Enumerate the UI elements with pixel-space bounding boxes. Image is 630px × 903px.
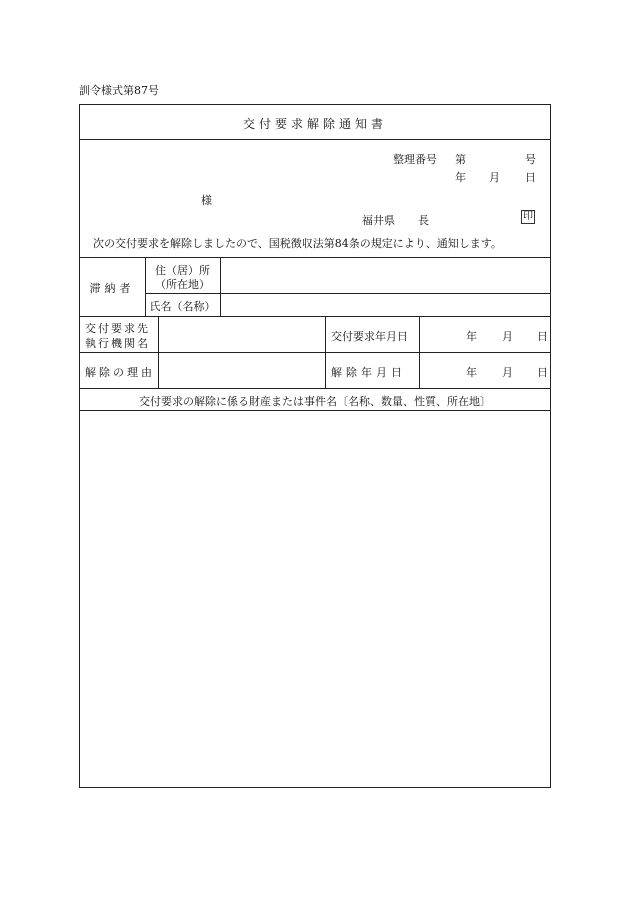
addressee-suffix: 様 [201,194,212,207]
reason-label: 解除の理由 [85,366,155,379]
issue-date-year: 年 [455,171,466,184]
property-header-divider [79,410,551,411]
release-date-label: 解除年月日 [331,366,406,379]
header-divider [79,257,551,258]
delinquent-label: 滞納者 [89,282,135,295]
delinquent-divider [79,316,551,317]
address-label-divider [220,257,221,316]
demand-date-day: 日 [537,330,548,343]
issuer-prefecture: 福井県 [362,214,395,227]
issue-date-month: 月 [489,171,500,184]
demand-date-month: 月 [502,330,513,343]
form-frame [79,104,551,788]
address-label-line2: （所在地） [155,278,210,291]
release-date-day: 日 [537,366,548,379]
notice-text: 次の交付要求を解除しましたので、国税徴収法第84条の規定により、通知します。 [93,237,502,250]
demand-date-label: 交付要求年月日 [331,330,408,343]
agency-label-line1: 交付要求先 [85,322,150,335]
ref-number-label: 整理番号 [393,153,437,166]
agency-divider [79,352,551,353]
document-title: 交付要求解除通知書 [242,117,387,131]
release-date-year: 年 [466,366,477,379]
mid-divider [325,316,326,388]
left-label-divider [158,316,159,388]
agency-label-line2: 執行機関名 [85,337,150,350]
issue-date-day: 日 [525,171,536,184]
name-label: 氏名（名称） [149,300,216,313]
form-number: 訓令様式第87号 [79,84,159,97]
address-name-divider [145,293,551,294]
issuer-title: 長 [418,214,429,227]
address-label-line1: 住（居）所 [155,264,210,277]
ref-number-prefix: 第 [455,153,466,166]
property-header: 交付要求の解除に係る財産または事件名〔名称、数量、性質、所在地〕 [139,395,491,408]
release-date-month: 月 [502,366,513,379]
date-label-divider [419,316,420,388]
reason-divider [79,388,551,389]
demand-date-year: 年 [466,330,477,343]
ref-number-suffix: 号 [525,153,536,166]
title-divider [79,139,551,140]
seal-stamp: 印 [523,211,533,222]
